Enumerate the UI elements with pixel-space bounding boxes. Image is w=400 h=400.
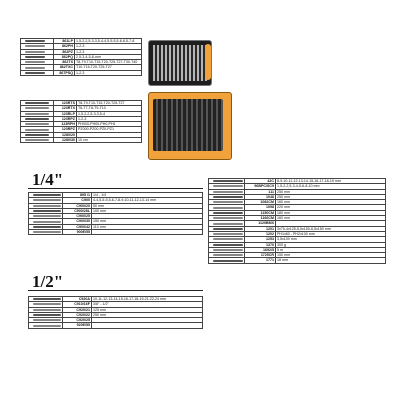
product-code: 123RPZ — [54, 127, 77, 132]
product-code: C920/25 — [63, 318, 92, 323]
tool-icon — [33, 319, 61, 321]
tool-icon — [213, 238, 243, 240]
hand-tools-table — [208, 178, 386, 264]
product-spec: 5 m — [276, 247, 386, 252]
tool-icon — [25, 56, 45, 58]
tool-icon — [33, 221, 61, 223]
product-code: 1202 — [245, 231, 276, 236]
product-spec: 1-2-3 — [75, 49, 142, 54]
product-code: 900E/55 — [63, 230, 92, 235]
product-code: 862PH — [54, 44, 75, 49]
product-spec: 10 cm — [77, 138, 142, 143]
tool-icon — [25, 139, 49, 141]
tool-icon — [33, 194, 61, 196]
product-spec: 160 mm — [276, 216, 386, 221]
tool-icon — [33, 309, 61, 311]
product-spec: T8-T9-T10-T15-T20-T25-T27-T30-T40 — [75, 60, 142, 65]
tool-icon — [25, 45, 45, 47]
product-spec: 150 mm — [276, 253, 386, 258]
product-code: 862PZ — [54, 49, 75, 54]
product-code: C900/42 — [63, 224, 92, 229]
product-code: 1280/30 — [54, 138, 77, 143]
tool-icon — [25, 40, 45, 42]
product-code: 1201 — [245, 226, 276, 231]
product-spec: 125 mm — [92, 307, 203, 312]
product-code: 1370 — [245, 242, 276, 247]
table-row — [21, 138, 142, 143]
quarter-inch-label: 1/4" — [32, 170, 64, 189]
half-inch-line — [28, 290, 203, 291]
product-spec: 50 mm — [92, 203, 203, 208]
product-code: 1725CR — [245, 253, 276, 258]
tool-icon — [213, 207, 243, 209]
product-spec: 10-11-12-13-14-15-16-17-18-19-21-22-24 mm — [92, 297, 203, 302]
product-code: 123RTS — [54, 101, 77, 106]
product-spec: 2,5-3-4-5-6-mm — [75, 54, 142, 59]
product-code: 1150CM — [245, 210, 276, 215]
screwdriver-case-image — [148, 92, 232, 160]
tool-icon — [33, 210, 61, 212]
product-spec: T10-T15-T20-T25-T27 — [75, 65, 142, 70]
product-code: 1098 — [245, 205, 276, 210]
product-code: 111 — [245, 189, 276, 194]
product-spec: 220 mm — [276, 205, 386, 210]
drivers-table — [20, 100, 142, 143]
product-code: 123RPH — [54, 122, 77, 127]
product-code: 123RPZ — [54, 116, 77, 121]
product-spec — [92, 230, 203, 235]
product-spec: PH000-PH00-PH0-PH1 — [77, 122, 142, 127]
tool-icon — [25, 123, 49, 125]
half-inch-label: 1/2" — [32, 272, 64, 291]
product-code: C900 — [63, 198, 92, 203]
product-spec: 300 g — [276, 242, 386, 247]
product-code: 123RTX — [54, 106, 77, 111]
product-spec: 100 mm — [92, 208, 203, 213]
tool-icon — [213, 191, 243, 193]
quarter-table — [28, 192, 203, 235]
tool-icon — [33, 231, 61, 233]
product-spec: 1,5-2-2,5-3-3,5-4 — [77, 111, 142, 116]
tool-image — [29, 230, 63, 235]
tool-icon — [33, 215, 61, 217]
product-spec: 1,5-2-2,5-3-4-5-6-8-10 mm — [276, 184, 386, 189]
tool-icon — [213, 260, 243, 262]
product-code: C920/22 — [63, 312, 92, 317]
product-code: 1082CM — [245, 200, 276, 205]
product-code: C920A — [63, 297, 92, 302]
product-spec: 1-2-3 — [75, 70, 142, 75]
tool-image — [21, 138, 54, 143]
tool-icon — [213, 228, 243, 230]
tool-image — [21, 70, 54, 75]
tool-icon — [213, 185, 243, 187]
product-spec: 1,5-2-2,5-3-3,5-4-4,5-5-5,5-6-6,5-7-8 — [75, 39, 142, 44]
tool-icon — [213, 196, 243, 198]
tool-icon — [33, 314, 61, 316]
product-code: 862TXC — [54, 65, 75, 70]
tool-icon — [25, 134, 49, 136]
tool-icon — [33, 303, 61, 305]
tool-icon — [25, 51, 45, 53]
product-code: 1120BMX — [245, 221, 276, 226]
tool-icon — [213, 249, 243, 251]
product-code: 862TX — [54, 60, 75, 65]
tool-icon — [25, 61, 45, 63]
bits-table — [20, 38, 142, 76]
product-spec: PZ000-PZ00-PZ0-PZ1 — [77, 127, 142, 132]
product-code: 867PSQ — [54, 70, 75, 75]
product-code: 920E/55 — [63, 323, 92, 328]
tool-icon — [25, 107, 49, 109]
tool-icon — [213, 233, 243, 235]
product-code: 1280/20 — [54, 132, 77, 137]
tool-icon — [213, 254, 243, 256]
product-code: C900/20 — [63, 203, 92, 208]
product-code: C900/25 — [63, 214, 92, 219]
product-spec: 4-4,5-5-5,5-6-7-8-9-10-11-12-13-14 mm — [92, 198, 203, 203]
table-row — [21, 70, 142, 75]
table-row — [209, 258, 386, 263]
product-spec: 250 mm — [276, 194, 386, 199]
product-spec: 250 mm — [92, 312, 203, 317]
product-spec: 1-2-3 — [75, 44, 142, 49]
product-code: C900/30 — [63, 219, 92, 224]
tool-icon — [213, 223, 243, 225]
product-code: 861LP — [54, 39, 75, 44]
product-code: C920/21 — [63, 307, 92, 312]
product-code: 895 /1 — [63, 193, 92, 198]
tool-icon — [25, 72, 45, 74]
product-code: C900/28L — [63, 208, 92, 213]
product-code: 862PQ — [54, 54, 75, 59]
top-section — [0, 30, 400, 160]
product-code: 1692/5 — [245, 247, 276, 252]
product-spec: 3x75-4x125-5,5x150-6,5x150 mm — [276, 226, 386, 231]
product-code: C910/16F — [63, 302, 92, 307]
product-spec: 160 mm — [276, 200, 386, 205]
tool-icon — [33, 199, 61, 201]
product-spec: PH1x60 - PH2x100 mm — [276, 231, 386, 236]
tool-icon — [213, 180, 243, 182]
product-spec — [92, 323, 203, 328]
product-code: 96BPC/SC9 — [245, 184, 276, 189]
product-spec: 3/8" - 1/2" — [92, 302, 203, 307]
product-spec: 1-2-3 — [77, 116, 142, 121]
tool-icon — [213, 212, 243, 214]
tool-icon — [25, 129, 49, 131]
bit-case-accent — [205, 44, 211, 80]
table-row — [29, 323, 203, 328]
product-code: 1253 — [245, 237, 276, 242]
tool-icon — [33, 205, 61, 207]
product-code: 42C — [245, 179, 276, 184]
product-code: 1166CM — [245, 216, 276, 221]
tool-icon — [33, 226, 61, 228]
product-spec: T8-T9-T10-T15-T20-T25-T27 — [77, 101, 142, 106]
tool-icon — [25, 118, 49, 120]
tool-icon — [213, 201, 243, 203]
product-spec: 18 mm — [276, 258, 386, 263]
product-code: 123RLP — [54, 111, 77, 116]
half-table — [28, 296, 203, 329]
bit-case-image — [148, 40, 212, 86]
table-row — [29, 230, 203, 235]
product-code: 1048 — [245, 194, 276, 199]
tool-icon — [213, 244, 243, 246]
product-spec: 150 mm — [92, 219, 203, 224]
product-spec: 1/4 - 1/4 — [92, 193, 203, 198]
product-spec: 250 mm — [276, 189, 386, 194]
tool-icon — [33, 325, 61, 327]
product-spec: 3,5x100 mm — [276, 237, 386, 242]
tool-icon — [25, 67, 45, 69]
product-spec: 8-9-10-11-12-13-14-15-16-17-18-19 mm — [276, 179, 386, 184]
tool-icon — [213, 217, 243, 219]
product-spec: 110 mm — [92, 224, 203, 229]
product-spec: T6-T7-T8-T9-T10 — [77, 106, 142, 111]
quarter-inch-line — [28, 188, 203, 189]
tool-image — [209, 258, 245, 263]
tool-icon — [25, 102, 49, 104]
tool-icon — [25, 113, 49, 115]
tool-icon — [33, 298, 61, 300]
product-spec: 180 mm — [276, 210, 386, 215]
tool-image — [29, 323, 63, 328]
product-code: 1771 — [245, 258, 276, 263]
